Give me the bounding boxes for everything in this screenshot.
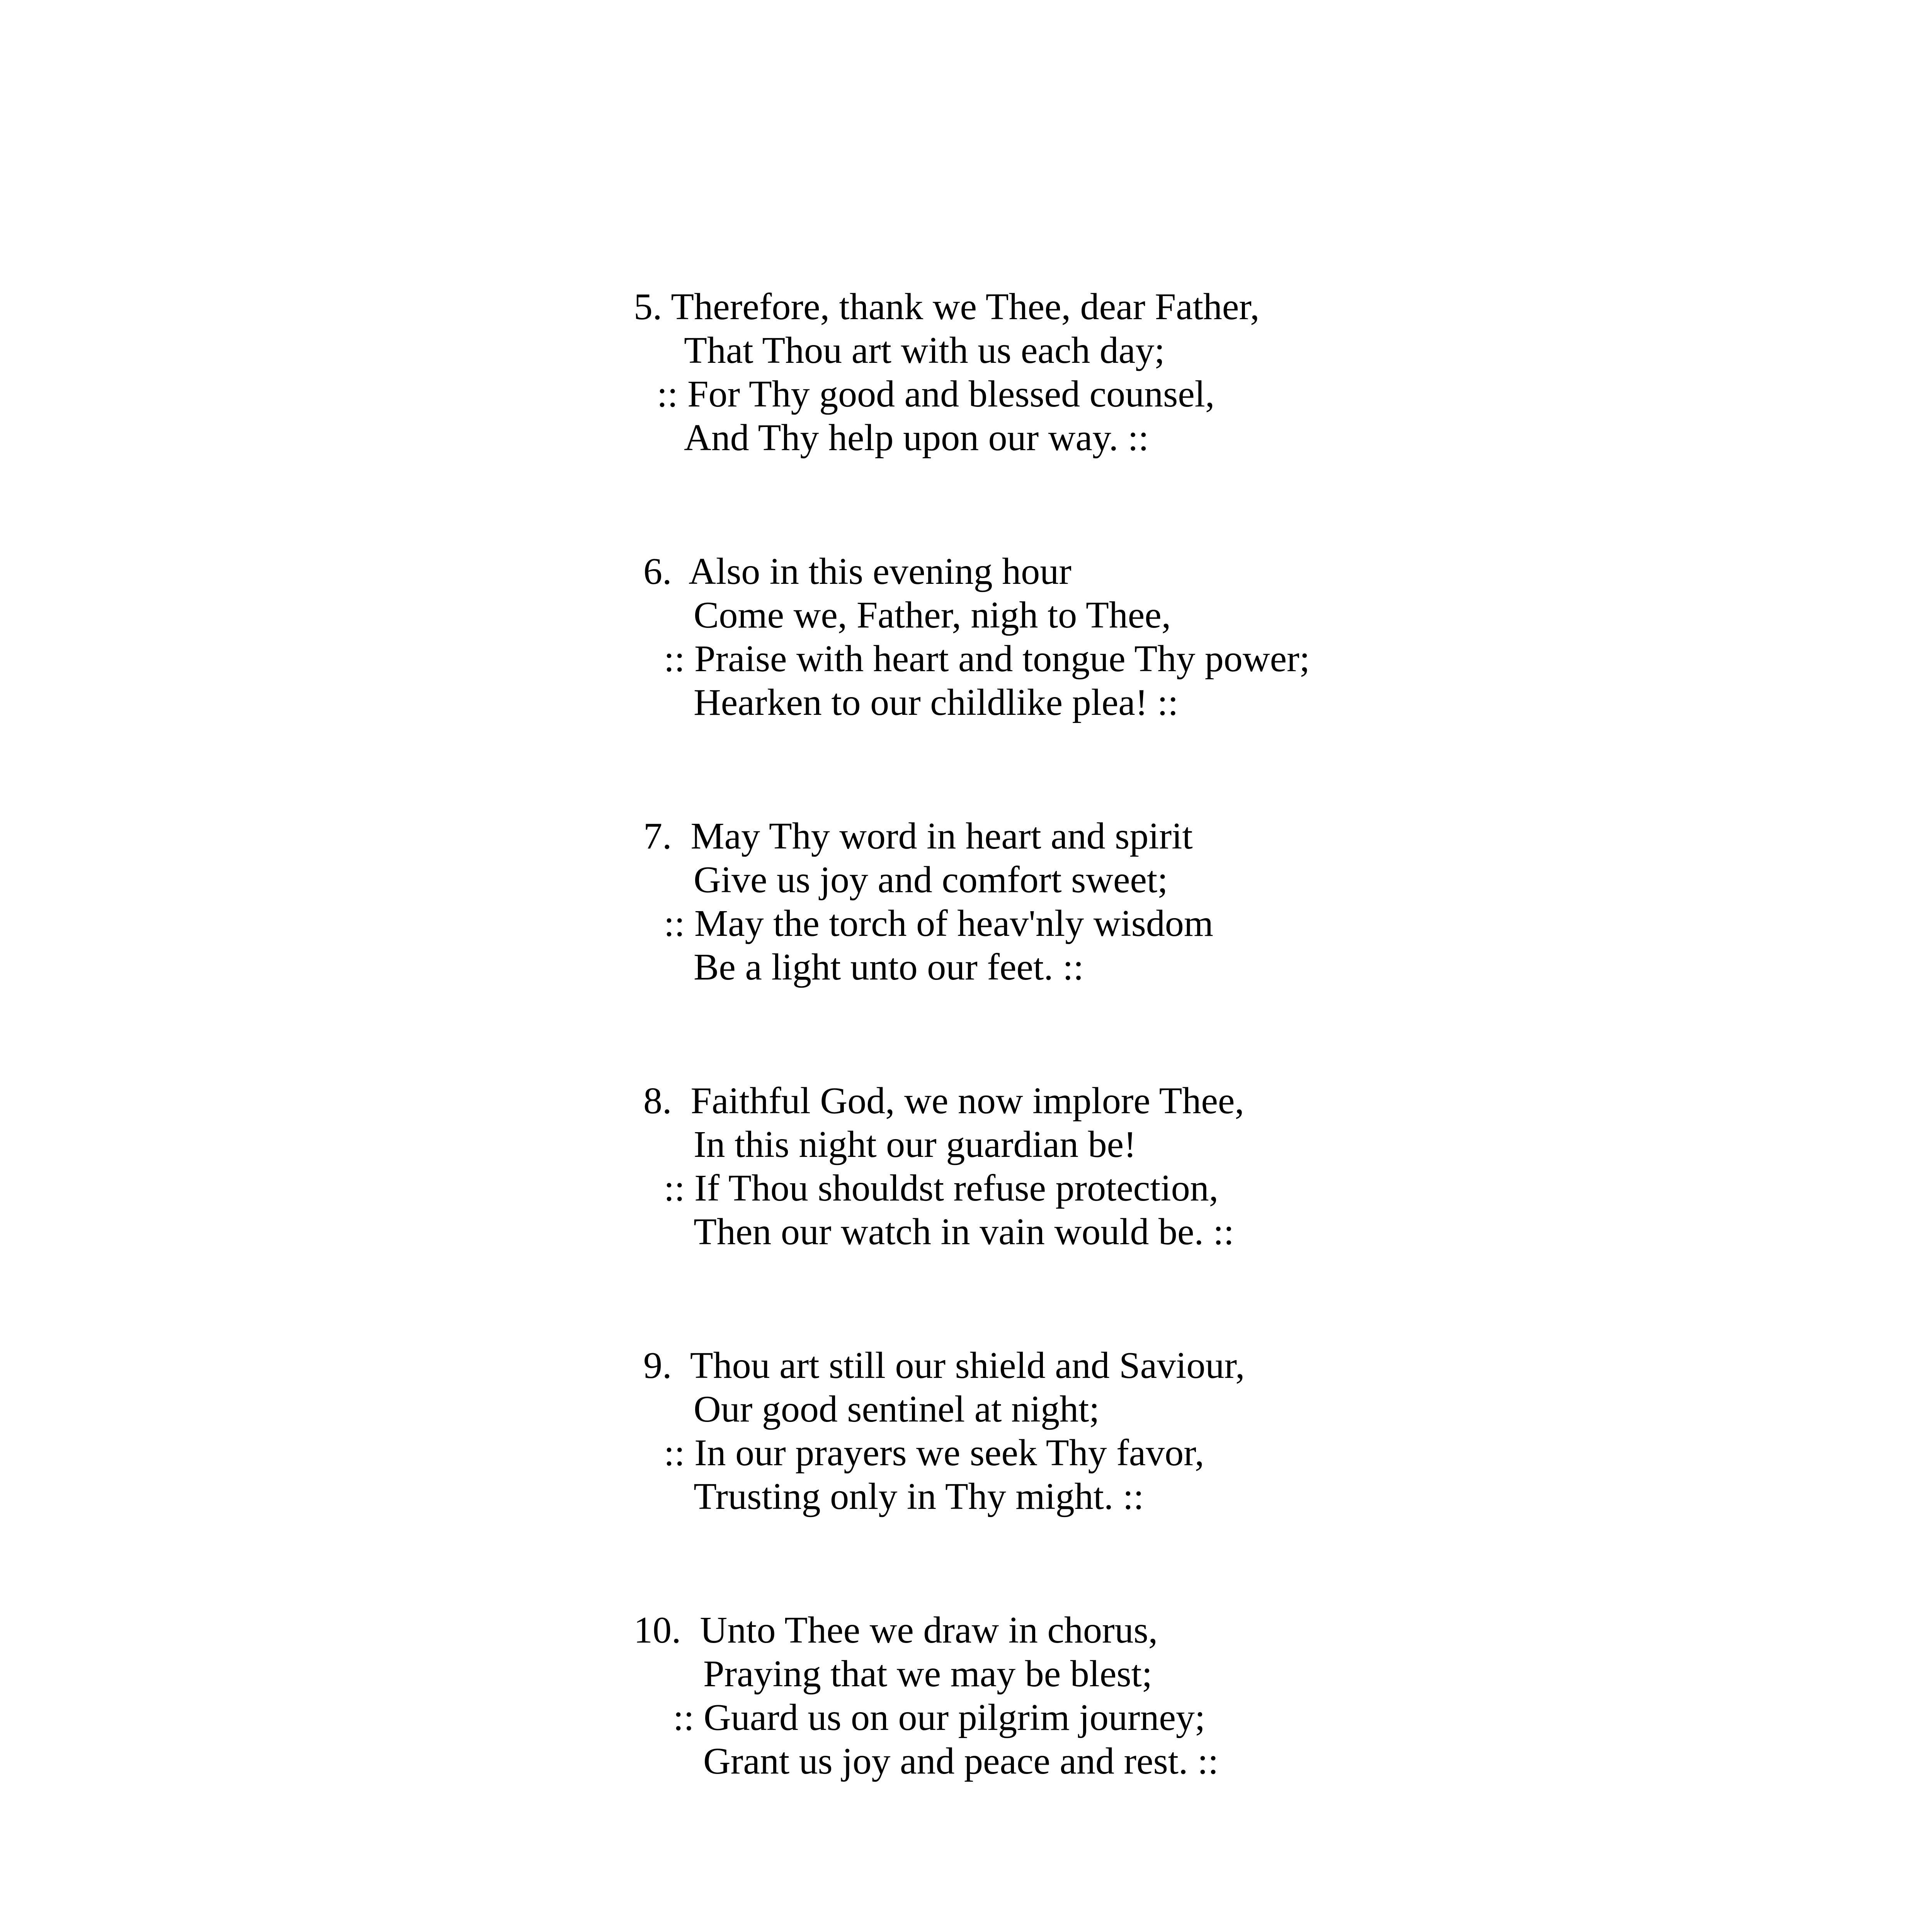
verse-line: That Thou art with us each day; bbox=[684, 330, 1165, 371]
verse-line: In this night our guardian be! bbox=[694, 1124, 1136, 1165]
verse-8 bbox=[0, 1079, 1932, 1257]
verse-5 bbox=[0, 285, 1932, 463]
verse-line: :: If Thou shouldst refuse protection, bbox=[664, 1167, 1219, 1209]
verse-line: Our good sentinel at night; bbox=[694, 1388, 1100, 1430]
verse-line: Trusting only in Thy might. :: bbox=[694, 1476, 1144, 1517]
verse-line: Grant us joy and peace and rest. :: bbox=[703, 1740, 1219, 1782]
verse-line: 9. Thou art still our shield and Saviour, bbox=[643, 1345, 1245, 1386]
verse-line: 6. Also in this evening hour bbox=[643, 551, 1071, 592]
verse-line: 10. Unto Thee we draw in chorus, bbox=[634, 1609, 1158, 1651]
verse-line: :: For Thy good and blessed counsel, bbox=[657, 373, 1215, 415]
verse-line: Praying that we may be blest; bbox=[703, 1653, 1153, 1695]
verse-line: 8. Faithful God, we now implore Thee, bbox=[643, 1080, 1245, 1122]
verse-7 bbox=[0, 815, 1932, 992]
verse-line: :: In our prayers we seek Thy favor, bbox=[664, 1432, 1204, 1474]
verse-line: Come we, Father, nigh to Thee, bbox=[694, 594, 1171, 636]
verse-line: :: Praise with heart and tongue Thy power; bbox=[664, 638, 1310, 680]
verse-line: 5. Therefore, thank we Thee, dear Father, bbox=[634, 286, 1260, 328]
verse-10 bbox=[0, 1609, 1932, 1786]
verse-line: :: Guard us on our pilgrim journey; bbox=[673, 1697, 1206, 1738]
verse-line: :: May the torch of heav'nly wisdom bbox=[664, 903, 1214, 944]
verse-line: Then our watch in vain would be. :: bbox=[694, 1211, 1234, 1253]
verse-line: And Thy help upon our way. :: bbox=[684, 417, 1149, 459]
verse-9 bbox=[0, 1344, 1932, 1522]
verse-line: 7. May Thy word in heart and spirit bbox=[643, 815, 1193, 857]
verse-line: Give us joy and comfort sweet; bbox=[694, 859, 1168, 901]
verse-line: Hearken to our childlike plea! :: bbox=[694, 682, 1179, 723]
verse-6 bbox=[0, 550, 1932, 728]
verse-line: Be a light unto our feet. :: bbox=[694, 946, 1084, 988]
